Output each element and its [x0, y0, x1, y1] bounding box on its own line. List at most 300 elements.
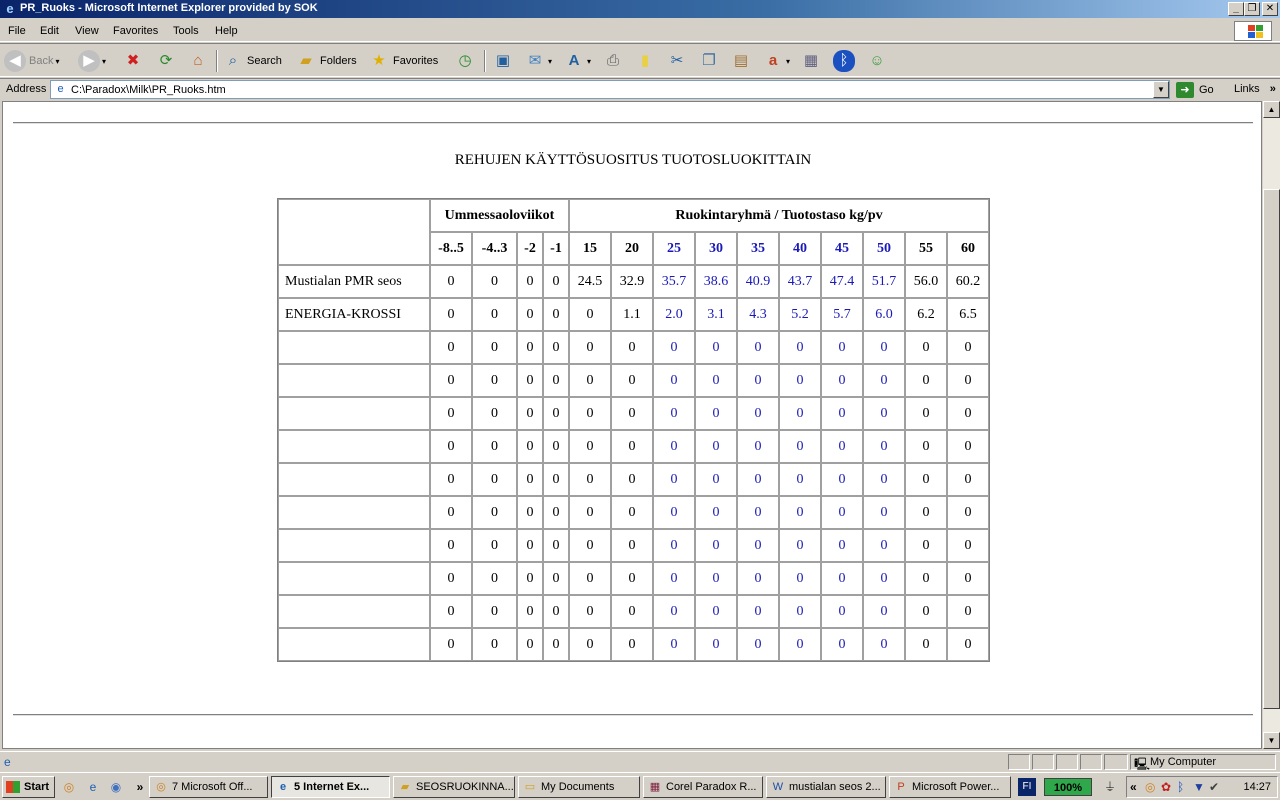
outlook-quicklaunch-icon[interactable]: ◎: [63, 780, 75, 794]
research-button[interactable]: [800, 48, 822, 74]
value-cell: 0: [569, 595, 611, 628]
cut-button[interactable]: [666, 48, 688, 74]
value-cell: 0: [543, 529, 569, 562]
toolbar-separator: [484, 50, 486, 72]
address-label: Address: [6, 83, 47, 95]
value-cell: 0: [821, 628, 863, 661]
feed-name-cell: [278, 364, 430, 397]
paste-icon: ▤: [733, 52, 749, 69]
value-cell: 0: [430, 529, 472, 562]
column-header: 40: [779, 232, 821, 265]
page-icon: e: [57, 83, 64, 95]
value-cell: 0: [517, 331, 543, 364]
value-cell: 0: [569, 364, 611, 397]
encoding-button[interactable]: [762, 48, 790, 74]
favorites-button[interactable]: ★ Favorites: [368, 48, 438, 74]
feed-name-cell: [278, 529, 430, 562]
feed-name-cell: [278, 562, 430, 595]
value-cell: 60.2: [947, 265, 989, 298]
menu-view[interactable]: View: [75, 25, 99, 37]
value-cell: 0: [905, 331, 947, 364]
value-cell: 0: [947, 496, 989, 529]
go-button[interactable]: ➜ Go: [1176, 80, 1214, 99]
column-header: -8..5: [430, 232, 472, 265]
bluetooth-button[interactable]: [833, 48, 855, 74]
value-cell: 0: [779, 628, 821, 661]
zoom-indicator[interactable]: 100%: [1044, 778, 1092, 796]
font-icon: A: [568, 52, 580, 69]
stop-icon: ✖: [126, 52, 140, 69]
value-cell: 0: [779, 529, 821, 562]
scroll-thumb[interactable]: [1263, 189, 1280, 709]
value-cell: 0: [430, 496, 472, 529]
network-tray-icon[interactable]: ▼: [1193, 780, 1205, 794]
start-button[interactable]: Start: [2, 776, 55, 798]
value-cell: 0: [517, 496, 543, 529]
weeks-group-header: Ummessaoloviikot: [430, 199, 569, 232]
internet-explorer-quicklaunch-icon[interactable]: e: [89, 780, 97, 794]
value-cell: 0: [653, 529, 695, 562]
value-cell: 0: [863, 595, 905, 628]
chevron-down-icon: ▾: [587, 56, 592, 66]
value-cell: 0: [863, 562, 905, 595]
chevron-right-icon[interactable]: »: [1269, 83, 1276, 95]
value-cell: 0: [543, 364, 569, 397]
alert-tray-icon[interactable]: ✿: [1161, 780, 1172, 794]
documents-icon: ▭: [524, 781, 536, 793]
search-icon: ⌕: [228, 52, 238, 69]
value-cell: 0: [821, 595, 863, 628]
value-cell: 0: [517, 463, 543, 496]
value-cell: 0: [695, 595, 737, 628]
value-cell: 0: [430, 364, 472, 397]
taskbar-button-word-document[interactable]: W mustialan seos 2...: [766, 776, 886, 798]
value-cell: 0: [947, 331, 989, 364]
value-cell: 0: [517, 628, 543, 661]
column-header: -4..3: [472, 232, 517, 265]
value-cell: 43.7: [779, 265, 821, 298]
value-cell: 0: [947, 628, 989, 661]
value-cell: 0: [695, 430, 737, 463]
value-cell: 0: [430, 331, 472, 364]
value-cell: 0: [569, 628, 611, 661]
table-header-row: [278, 199, 989, 232]
value-cell: 0: [472, 595, 517, 628]
column-header: 20: [611, 232, 653, 265]
value-cell: 0: [430, 430, 472, 463]
value-cell: 0: [611, 496, 653, 529]
value-cell: 0: [737, 562, 779, 595]
value-cell: 0: [737, 496, 779, 529]
title-bar: [0, 0, 1280, 18]
address-dropdown-button[interactable]: ▼: [1153, 81, 1169, 98]
quicklaunch-more-chevron[interactable]: »: [136, 780, 144, 794]
value-cell: 0: [821, 496, 863, 529]
address-input[interactable]: [50, 80, 1170, 99]
value-cell: 0: [517, 298, 543, 331]
table-row: [278, 265, 989, 298]
value-cell: 0: [543, 562, 569, 595]
value-cell: 0: [821, 430, 863, 463]
address-url: C:\Paradox\Milk\PR_Ruoks.htm: [71, 84, 226, 96]
value-cell: 0: [653, 397, 695, 430]
feed-name-cell: [278, 628, 430, 661]
value-cell: 0: [947, 595, 989, 628]
column-header: -2: [517, 232, 543, 265]
value-cell: 0: [779, 562, 821, 595]
value-cell: 0: [863, 397, 905, 430]
scroll-down-arrow[interactable]: ▼: [1263, 732, 1280, 749]
feed-name-cell: ENERGIA-KROSSI: [278, 298, 430, 331]
feed-name-cell: [278, 430, 430, 463]
value-cell: 0: [779, 364, 821, 397]
value-cell: 0: [737, 463, 779, 496]
value-cell: 0: [779, 595, 821, 628]
table-row: [278, 397, 989, 430]
value-cell: 0: [611, 397, 653, 430]
value-cell: 0: [569, 397, 611, 430]
value-cell: 0: [569, 463, 611, 496]
value-cell: 35.7: [653, 265, 695, 298]
value-cell: 4.3: [737, 298, 779, 331]
value-cell: 0: [517, 595, 543, 628]
value-cell: 56.0: [905, 265, 947, 298]
feed-name-cell: [278, 595, 430, 628]
back-arrow-icon: ◀: [4, 50, 26, 72]
home-icon: ⌂: [193, 52, 203, 69]
copy-icon: ❐: [702, 52, 716, 69]
value-cell: 0: [543, 496, 569, 529]
system-tray: [1126, 776, 1278, 798]
value-cell: 0: [695, 331, 737, 364]
value-cell: 0: [695, 562, 737, 595]
value-cell: 0: [430, 463, 472, 496]
value-cell: 0: [947, 397, 989, 430]
address-bar: [0, 78, 1280, 100]
feed-name-cell: [278, 463, 430, 496]
value-cell: 0: [611, 430, 653, 463]
mail-button[interactable]: [524, 48, 552, 74]
home-button[interactable]: [187, 48, 209, 74]
value-cell: 0: [611, 628, 653, 661]
security-zone-label: My Computer: [1150, 756, 1217, 768]
table-row: [278, 529, 989, 562]
value-cell: 6.5: [947, 298, 989, 331]
menu-tools[interactable]: Tools: [173, 25, 199, 37]
table-row: [278, 562, 989, 595]
taskbar-button-my-documents[interactable]: ▭ My Documents: [518, 776, 640, 798]
value-cell: 0: [517, 397, 543, 430]
column-header: 25: [653, 232, 695, 265]
font-size-button[interactable]: [563, 48, 591, 74]
value-cell: 0: [821, 562, 863, 595]
value-cell: 0: [611, 331, 653, 364]
column-header: 15: [569, 232, 611, 265]
value-cell: 0: [653, 562, 695, 595]
value-cell: 0: [737, 397, 779, 430]
chevron-down-icon: ▾: [548, 56, 553, 66]
links-toolbar[interactable]: [1226, 83, 1276, 95]
value-cell: 0: [611, 529, 653, 562]
value-cell: 0: [821, 364, 863, 397]
chevron-down-icon: ▾: [786, 56, 791, 66]
value-cell: 0: [472, 331, 517, 364]
windows-flag-icon: [6, 781, 20, 793]
value-cell: 0: [947, 364, 989, 397]
value-cell: 0: [611, 562, 653, 595]
feed-name-cell: [278, 496, 430, 529]
bluetooth-tray-icon[interactable]: ᛒ: [1177, 780, 1185, 794]
value-cell: 0: [905, 397, 947, 430]
value-cell: 0: [569, 562, 611, 595]
value-cell: 0: [472, 397, 517, 430]
value-cell: 0: [543, 331, 569, 364]
value-cell: 0: [821, 529, 863, 562]
value-cell: 0: [517, 562, 543, 595]
page-title: REHUJEN KÄYTTÖSUOSITUS TUOTOSLUOKITTAIN: [454, 152, 812, 168]
value-cell: 0: [905, 364, 947, 397]
value-cell: 0: [569, 430, 611, 463]
language-indicator[interactable]: FI: [1018, 778, 1036, 796]
value-cell: 0: [653, 628, 695, 661]
scroll-up-arrow[interactable]: ▲: [1263, 101, 1280, 118]
value-cell: 0: [569, 529, 611, 562]
value-cell: 0: [737, 430, 779, 463]
value-cell: 0: [947, 529, 989, 562]
value-cell: 0: [863, 529, 905, 562]
menu-bar: [0, 20, 1280, 42]
value-cell: 0: [779, 430, 821, 463]
value-cell: 0: [863, 463, 905, 496]
status-segment: [1008, 754, 1030, 770]
value-cell: 0: [611, 463, 653, 496]
status-segment: [1080, 754, 1102, 770]
value-cell: 51.7: [863, 265, 905, 298]
history-button[interactable]: [454, 48, 476, 74]
value-cell: 0: [653, 430, 695, 463]
forward-button[interactable]: [78, 48, 106, 74]
value-cell: 0: [569, 496, 611, 529]
column-header: 55: [905, 232, 947, 265]
value-cell: 5.2: [779, 298, 821, 331]
value-cell: 0: [472, 364, 517, 397]
powerpoint-icon: P: [897, 781, 905, 793]
window-title: PR_Ruoks - Microsoft Internet Explorer provided by SOK: [20, 2, 318, 14]
horizontal-rule: [13, 122, 1253, 124]
value-cell: 0: [947, 430, 989, 463]
tray-expand-chevron[interactable]: «: [1130, 780, 1137, 794]
value-cell: 0: [653, 364, 695, 397]
feed-name-cell: Mustialan PMR seos: [278, 265, 430, 298]
back-button[interactable]: ◀ Back ▾: [4, 48, 59, 74]
column-header: 35: [737, 232, 779, 265]
refresh-button[interactable]: [155, 48, 177, 74]
links-label: Links: [1234, 83, 1260, 95]
value-cell: 0: [863, 496, 905, 529]
taskbar-button-powerpoint[interactable]: P Microsoft Power...: [889, 776, 1011, 798]
standard-toolbar: [0, 43, 1280, 77]
value-cell: 0: [821, 331, 863, 364]
windows-logo-icon: [1234, 21, 1272, 41]
copy-button[interactable]: [698, 48, 720, 74]
value-cell: 0: [905, 430, 947, 463]
value-cell: 0: [517, 265, 543, 298]
history-icon: ◷: [458, 52, 472, 69]
value-cell: 47.4: [821, 265, 863, 298]
value-cell: 0: [653, 496, 695, 529]
taskbar-button-corel-paradox[interactable]: ▦ Corel Paradox R...: [643, 776, 763, 798]
encoding-icon: a: [768, 52, 778, 69]
value-cell: 0: [472, 529, 517, 562]
table-row: [278, 628, 989, 661]
value-cell: 0: [905, 595, 947, 628]
outlook-tray-icon[interactable]: ◎: [1145, 780, 1156, 794]
value-cell: 0: [695, 628, 737, 661]
value-cell: 0: [472, 628, 517, 661]
table-row: [278, 496, 989, 529]
vertical-scrollbar[interactable]: [1263, 101, 1280, 749]
value-cell: 0: [543, 463, 569, 496]
value-cell: 5.7: [821, 298, 863, 331]
column-header: 45: [821, 232, 863, 265]
value-cell: 0: [430, 628, 472, 661]
menu-file[interactable]: File: [8, 25, 26, 37]
messenger-button[interactable]: [866, 48, 888, 74]
print-button[interactable]: [602, 48, 624, 74]
value-cell: 0: [737, 628, 779, 661]
value-cell: 0: [472, 298, 517, 331]
taskbar-button-office[interactable]: ◎ 7 Microsoft Off...: [149, 776, 268, 798]
value-cell: 6.2: [905, 298, 947, 331]
value-cell: 6.0: [863, 298, 905, 331]
internet-explorer-icon: e: [6, 1, 14, 16]
menu-edit[interactable]: Edit: [40, 25, 59, 37]
status-segment: [1032, 754, 1054, 770]
value-cell: 0: [517, 430, 543, 463]
value-cell: 0: [517, 364, 543, 397]
internet-explorer-icon: e: [279, 781, 287, 793]
table-row: [278, 595, 989, 628]
refresh-icon: ⟳: [159, 52, 173, 69]
folders-button[interactable]: ▰ Folders: [295, 48, 357, 74]
corner-cell: [278, 199, 430, 265]
value-cell: 0: [737, 595, 779, 628]
close-button[interactable]: ✕: [1262, 2, 1278, 16]
column-header: 60: [947, 232, 989, 265]
printer-icon: ⎙: [606, 52, 619, 69]
clock: 14:27: [1243, 781, 1271, 793]
value-cell: 0: [695, 529, 737, 562]
value-cell: 0: [737, 364, 779, 397]
table-row: [278, 463, 989, 496]
page-content: [2, 101, 1262, 749]
taskbar-button-internet-explorer[interactable]: e 5 Internet Ex...: [271, 776, 390, 798]
value-cell: 0: [695, 364, 737, 397]
value-cell: 0: [863, 430, 905, 463]
menu-help[interactable]: Help: [215, 25, 238, 37]
maximize-button[interactable]: ❐: [1244, 2, 1260, 16]
value-cell: 0: [821, 397, 863, 430]
paradox-icon: ▦: [649, 781, 661, 793]
value-cell: 0: [543, 628, 569, 661]
column-header: 30: [695, 232, 737, 265]
paste-button[interactable]: [730, 48, 752, 74]
value-cell: 0: [905, 463, 947, 496]
value-cell: 0: [472, 265, 517, 298]
value-cell: 0: [863, 331, 905, 364]
value-cell: 24.5: [569, 265, 611, 298]
feeding-group-header: Ruokintaryhmä / Tuotostaso kg/pv: [569, 199, 989, 232]
column-header: 50: [863, 232, 905, 265]
value-cell: 0: [543, 430, 569, 463]
value-cell: 0: [779, 496, 821, 529]
value-cell: 2.0: [653, 298, 695, 331]
value-cell: 38.6: [695, 265, 737, 298]
value-cell: 0: [863, 364, 905, 397]
research-icon: ▦: [803, 52, 819, 69]
table-row: [278, 430, 989, 463]
power-plug-icon[interactable]: ⏚: [1103, 780, 1116, 794]
value-cell: 0: [905, 562, 947, 595]
security-tray-icon[interactable]: ✔: [1209, 780, 1220, 794]
horizontal-rule: [13, 714, 1253, 716]
page-status-icon: e: [4, 755, 11, 769]
value-cell: 0: [472, 562, 517, 595]
status-segment: [1056, 754, 1078, 770]
value-cell: 0: [430, 595, 472, 628]
search-quicklaunch-icon[interactable]: ◉: [110, 780, 122, 794]
value-cell: 0: [695, 397, 737, 430]
value-cell: 0: [779, 331, 821, 364]
table-row: [278, 331, 989, 364]
value-cell: 0: [543, 265, 569, 298]
value-cell: 0: [737, 331, 779, 364]
value-cell: 0: [472, 463, 517, 496]
fullscreen-button[interactable]: [492, 48, 514, 74]
value-cell: 0: [430, 562, 472, 595]
scissors-icon: ✂: [670, 52, 684, 69]
stop-button[interactable]: [122, 48, 144, 74]
star-icon: ★: [372, 52, 386, 69]
feed-recommendation-table: [277, 198, 990, 662]
menu-favorites[interactable]: Favorites: [113, 25, 159, 37]
search-button[interactable]: ⌕ Search: [222, 48, 282, 74]
value-cell: 32.9: [611, 265, 653, 298]
value-cell: 0: [905, 628, 947, 661]
folder-icon: ▰: [300, 52, 312, 69]
value-cell: 0: [569, 298, 611, 331]
table-row: [278, 298, 989, 331]
value-cell: 0: [430, 265, 472, 298]
value-cell: 0: [543, 397, 569, 430]
minimize-button[interactable]: _: [1228, 2, 1244, 16]
word-icon: W: [772, 781, 784, 793]
feed-name-cell: [278, 397, 430, 430]
folder-icon: ▰: [400, 781, 410, 793]
mail-icon: ✉: [528, 52, 542, 69]
computer-icon: 🖳: [1134, 757, 1151, 771]
taskbar-button-seosruokinna[interactable]: ▰ SEOSRUOKINNA...: [393, 776, 515, 798]
value-cell: 0: [543, 298, 569, 331]
window-icon: ▣: [495, 52, 511, 69]
edit-button[interactable]: [634, 48, 656, 74]
messenger-icon: ☺: [869, 52, 885, 69]
go-arrow-icon: ➜: [1176, 82, 1194, 98]
value-cell: 1.1: [611, 298, 653, 331]
value-cell: 0: [737, 529, 779, 562]
value-cell: 0: [695, 496, 737, 529]
chevron-down-icon: ▾: [102, 56, 107, 66]
